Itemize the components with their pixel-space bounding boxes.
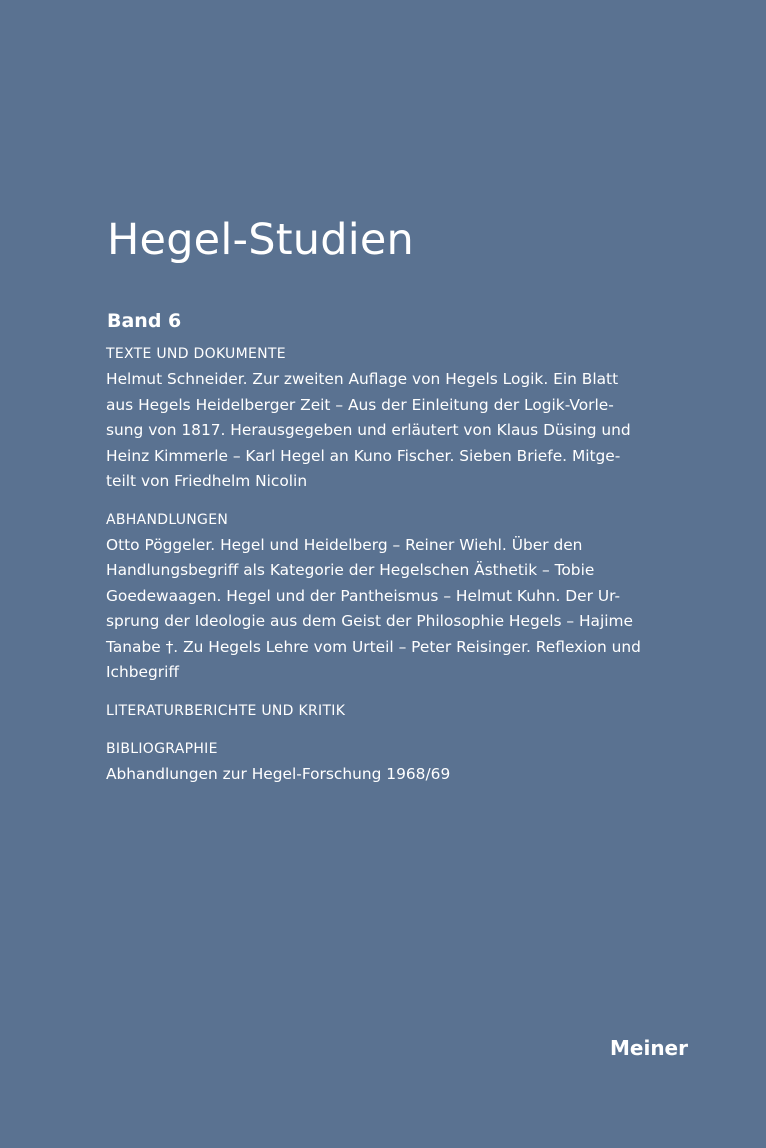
section-text-line: teilt von Friedhelm Nicolin <box>106 472 308 490</box>
section-text-line: sung von 1817. Herausgegeben und erläutert von Klaus Düsing und <box>106 421 631 439</box>
section-bibliographie <box>106 736 666 788</box>
publisher-name: Meiner <box>610 1036 688 1060</box>
section-text-line: Tanabe †. Zu Hegels Lehre vom Urteil – Peter Reisinger. Reflexion und <box>106 637 641 656</box>
section-heading: LITERATURBERICHTE UND KRITIK <box>106 702 346 719</box>
section-text-line: sprung der Ideologie aus dem Geist der Philosophie Hegels – Hajime <box>106 612 634 630</box>
section-heading: ABHANDLUNGEN <box>106 511 229 528</box>
section-text-line: Goedewaagen. Hegel und der Pantheismus – Helmut Kuhn. Der Ur- <box>106 586 620 605</box>
section-text-line: Helmut Schneider. Zur zweiten Auflage von Hegels Logik. Ein Blatt <box>106 370 619 388</box>
section-text-line: Otto Pöggeler. Hegel und Heidelberg – Reiner Wiehl. Über den <box>106 535 583 554</box>
table-of-contents <box>106 341 666 787</box>
book-title: Hegel-Studien <box>107 215 414 265</box>
section-text-line: aus Hegels Heidelberger Zeit – Aus der Einleitung der Logik-Vorle- <box>106 395 614 414</box>
section-abhandlungen <box>106 507 666 686</box>
section-literaturberichte <box>106 698 666 724</box>
volume-number: Band 6 <box>107 310 182 332</box>
section-texte-und-dokumente <box>106 341 666 495</box>
section-text-line: Heinz Kimmerle – Karl Hegel an Kuno Fischer. Sieben Briefe. Mitge- <box>106 446 621 465</box>
section-text-line: Handlungsbegriff als Kategorie der Hegelschen Ästhetik – Tobie <box>106 561 595 579</box>
section-text-line: Abhandlungen zur Hegel-Forschung 1968/69 <box>106 764 451 783</box>
section-heading: TEXTE UND DOKUMENTE <box>106 346 286 362</box>
section-text-line: Ichbegriff <box>106 663 179 681</box>
section-heading: BIBLIOGRAPHIE <box>106 740 218 757</box>
